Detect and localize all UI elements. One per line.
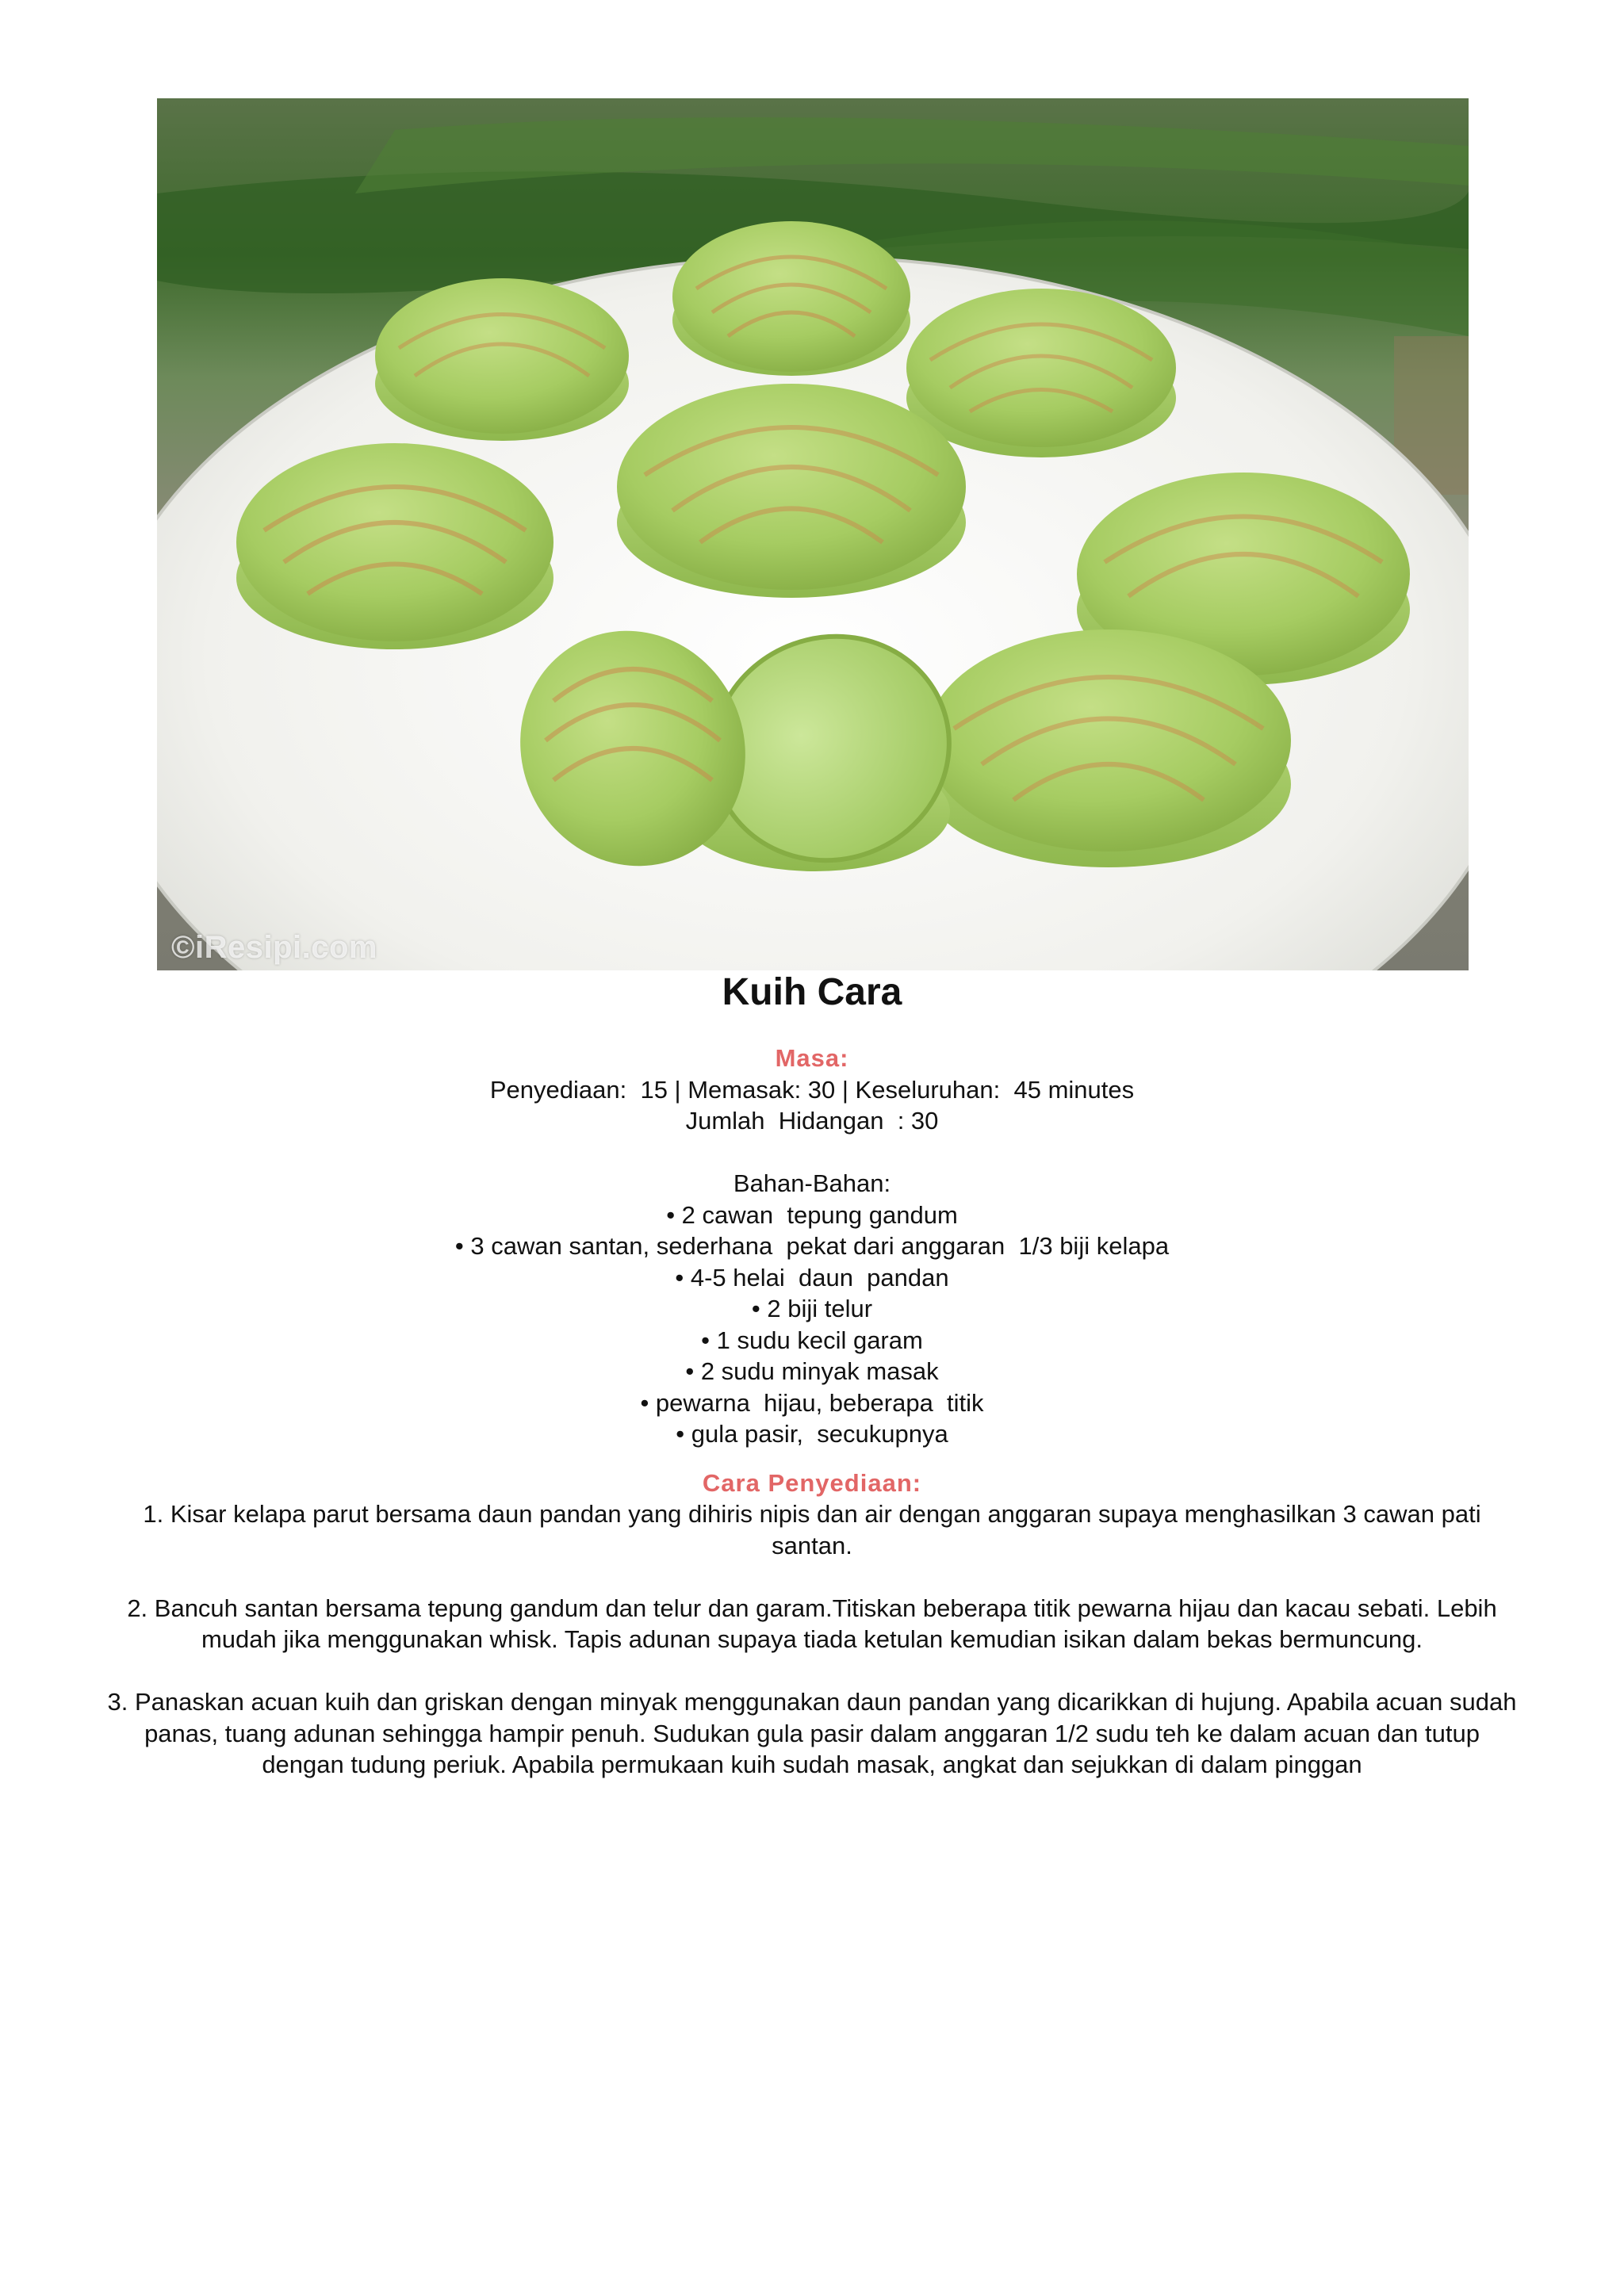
method-step: 2. Bancuh santan bersama tepung gandum dan telur dan garam.Titiskan beberapa titik pewarna hijau dan kacau sebati. Lebih mudah jika menggunakan whisk. Tapis adunan supaya tiada ketulan kemudian isikan dalam bekas bermuncung. xyxy=(127,1594,1497,1653)
ingredient-item: • 3 cawan santan, sederhana pekat dari anggaran 1/3 biji kelapa xyxy=(454,1232,1170,1260)
food-image xyxy=(157,98,1469,970)
ingredient-item: • pewarna hijau, beberapa titik xyxy=(640,1388,984,1417)
method-step: 3. Panaskan acuan kuih dan griskan dengan minyak menggunakan daun pandan yang dicarikkan di hujung. Apabila acuan sudah panas, tuang adunan sehingga hampir penuh. Sudukan gula pasir dalam anggaran 1/2 sudu teh ke dalam acuan dan tutup dengan tudung periuk. Apabila permukaan kuih sudah masak, angkat dan sejukkan di dalam pinggan xyxy=(107,1688,1517,1778)
recipe-photo xyxy=(157,98,1469,970)
ingredients-heading: Bahan-Bahan: xyxy=(733,1169,891,1197)
time-info: Penyediaan: 15 | Memasak: 30 | Keseluruhan: 45 minutes xyxy=(489,1075,1135,1104)
recipe-body xyxy=(103,1043,1521,1781)
ingredient-item: • 2 cawan tepung gandum xyxy=(666,1200,958,1229)
servings-info: Jumlah Hidangan : 30 xyxy=(685,1107,939,1135)
recipe-title: Kuih Cara xyxy=(722,971,902,1013)
method-step: 1. Kisar kelapa parut bersama daun pandan yang dihiris nipis dan air dengan anggaran supaya menghasilkan 3 cawan pati santan. xyxy=(143,1500,1481,1559)
masa-heading: Masa: xyxy=(775,1044,849,1072)
method-heading: Cara Penyediaan: xyxy=(702,1468,922,1497)
ingredient-item: • 1 sudu kecil garam xyxy=(701,1326,923,1354)
ingredient-item: • 2 biji telur xyxy=(751,1295,873,1322)
ingredient-item: • 2 sudu minyak masak xyxy=(685,1357,939,1385)
ingredient-item: • 4-5 helai daun pandan xyxy=(675,1263,949,1292)
watermark-text: ©iResipi.com xyxy=(171,930,377,965)
ingredient-item: • gula pasir, secukupnya xyxy=(676,1420,948,1448)
